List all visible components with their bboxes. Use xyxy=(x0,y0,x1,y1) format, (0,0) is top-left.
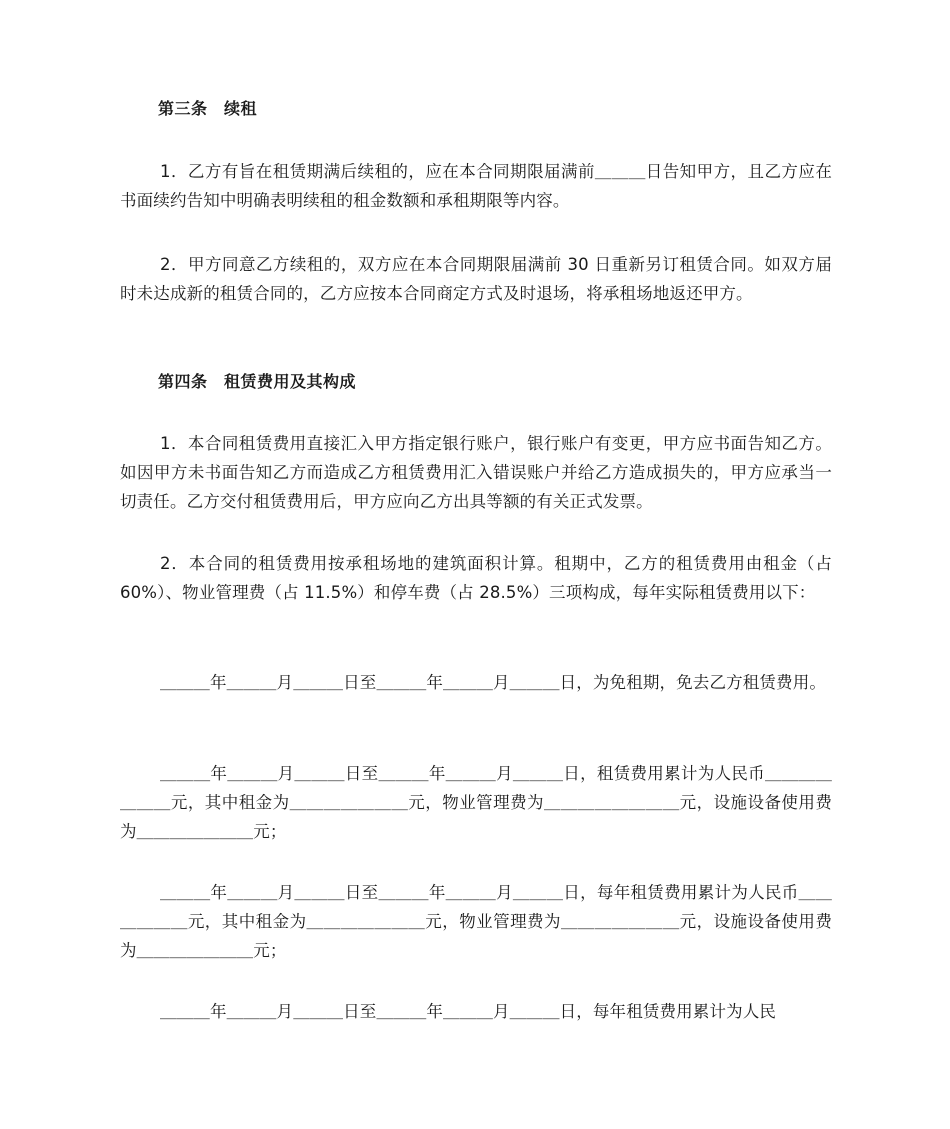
article-4-paragraph-1: 1．本合同租赁费用直接汇入甲方指定银行账户，银行账户有变更，甲方应书面告知乙方。如因甲方未书面告知乙方而造成乙方租赁费用汇入错误账户并给乙方造成损失的，甲方应承当一切责任。乙方交付租赁费用后，甲方应向乙方出具等额的有关正式发票。 xyxy=(120,434,832,511)
article-3-heading: 第三条 续租 xyxy=(158,99,258,118)
article-3-paragraph-1: 1．乙方有旨在租赁期满后续租的，应在本合同期限届满前＿＿＿日告知甲方，且乙方应在书面续约告知中明确表明续租的租金数额和承租期限等内容。 xyxy=(120,162,832,210)
fee-period-clause-2: ＿＿＿年＿＿＿月＿＿＿日至＿＿＿年＿＿＿月＿＿＿日，每年租赁费用累计为人民币＿＿＿＿＿＿元，其中租金为＿＿＿＿＿＿＿元，物业管理费为＿＿＿＿＿＿＿元，设施设备使用费为＿＿＿＿＿＿＿元； xyxy=(120,883,832,960)
fee-period-clause-3: ＿＿＿年＿＿＿月＿＿＿日至＿＿＿年＿＿＿月＿＿＿日，每年租赁费用累计为人民 xyxy=(160,1002,777,1021)
article-3-paragraph-2: 2．甲方同意乙方续租的，双方应在本合同期限届满前 30 日重新另订租赁合同。如双方届时未达成新的租赁合同的，乙方应按本合同商定方式及时退场，将承租场地返还甲方。 xyxy=(120,255,832,303)
article-4-paragraph-2: 2．本合同的租赁费用按承租场地的建筑面积计算。租期中，乙方的租赁费用由租金（占 60%）、物业管理费（占 11.5%）和停车费（占 28.5%）三项构成，每年实际租赁费用以下： xyxy=(120,554,832,602)
rent-free-period-clause: ＿＿＿年＿＿＿月＿＿＿日至＿＿＿年＿＿＿月＿＿＿日，为免租期，免去乙方租赁费用。 xyxy=(160,673,826,692)
article-4-heading: 第四条 租赁费用及其构成 xyxy=(158,372,357,391)
fee-period-clause-1: ＿＿＿年＿＿＿月＿＿＿日至＿＿＿年＿＿＿月＿＿＿日，租赁费用累计为人民币＿＿＿＿＿＿＿元，其中租金为＿＿＿＿＿＿＿元，物业管理费为＿＿＿＿＿＿＿＿元，设施设备使用费为＿＿＿＿＿＿＿元； xyxy=(120,764,832,841)
